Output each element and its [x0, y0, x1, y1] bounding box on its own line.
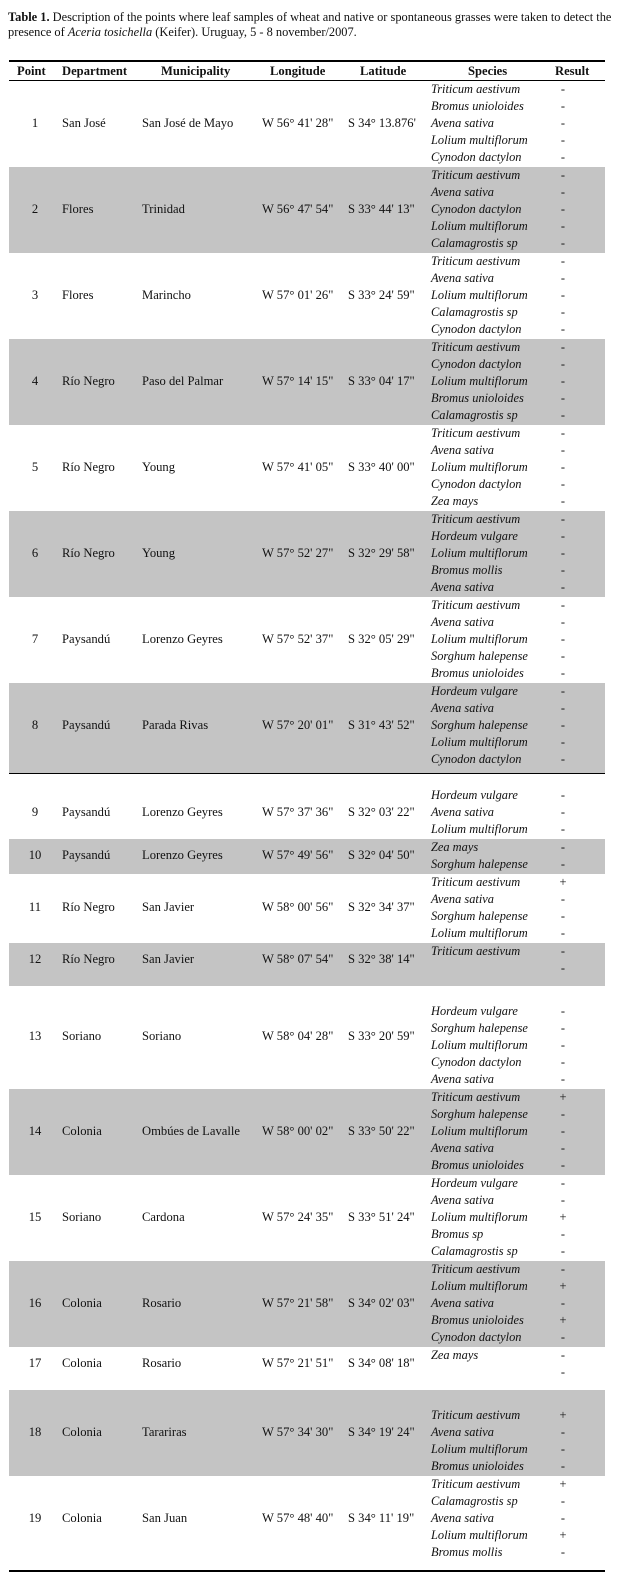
- cell-species: Triticum aestivum: [431, 512, 521, 526]
- cell-department: San José: [62, 115, 106, 130]
- cell-latitude: S 33° 04' 17": [348, 373, 415, 388]
- cell-species: Zea mays: [431, 494, 479, 508]
- cell-latitude: S 33° 44' 13": [348, 201, 415, 216]
- cell-department: Paysandú: [62, 804, 111, 819]
- cell-species: Hordeum vulgare: [431, 1176, 518, 1190]
- cell-result: -: [560, 512, 566, 526]
- cell-species: Triticum aestivum: [431, 1090, 521, 1104]
- cell-municipality: Cardona: [142, 1209, 185, 1224]
- cell-longitude: W 57° 48' 40": [262, 1510, 334, 1525]
- cell-longitude: W 57° 37' 36": [262, 804, 334, 819]
- cell-result: -: [560, 99, 566, 113]
- cell-species: Avena sativa: [431, 1511, 494, 1525]
- cell-result: +: [559, 875, 567, 889]
- cell-result: -: [560, 202, 566, 216]
- caption-text-end: (Keifer). Uruguay, 5 - 8 november/2007.: [152, 25, 357, 39]
- cell-species: Avena sativa: [431, 1141, 494, 1155]
- cell-result: -: [560, 666, 566, 680]
- cell-species: Triticum aestivum: [431, 1262, 521, 1276]
- cell-municipality: Rosario: [142, 1356, 182, 1370]
- cell-result: -: [560, 408, 566, 422]
- cell-result: -: [560, 150, 566, 164]
- cell-point: 19: [28, 1510, 42, 1525]
- cell-species: Cynodon dactylon: [431, 322, 522, 336]
- cell-result: -: [560, 857, 566, 871]
- cell-species: Lolium multiflorum: [431, 288, 528, 302]
- cell-department: Soriano: [62, 1209, 102, 1224]
- cell-point: 14: [28, 1123, 42, 1138]
- cell-species: Triticum aestivum: [431, 598, 521, 612]
- cell-species: Avena sativa: [431, 1072, 494, 1086]
- cell-result: -: [560, 1244, 566, 1258]
- cell-point: 15: [28, 1209, 42, 1224]
- cell-result: -: [560, 305, 566, 319]
- cell-result: -: [560, 340, 566, 354]
- cell-longitude: W 57° 41' 05": [262, 459, 334, 474]
- cell-species: Bromus unioloides: [431, 99, 524, 113]
- cell-longitude: W 57° 20' 01": [262, 717, 334, 732]
- cell-municipality: Soriano: [142, 1029, 182, 1043]
- cell-result: -: [560, 1021, 566, 1035]
- cell-species: Bromus unioloides: [431, 391, 524, 405]
- cell-result: -: [560, 1459, 566, 1473]
- cell-species: Hordeum vulgare: [431, 684, 518, 698]
- cell-species: Sorghum halepense: [431, 718, 528, 732]
- cell-result: -: [560, 116, 566, 130]
- cell-result: -: [560, 82, 566, 96]
- cell-species: Sorghum halepense: [431, 1107, 528, 1121]
- cell-result: -: [560, 1124, 566, 1138]
- cell-species: Bromus mollis: [431, 563, 503, 577]
- cell-point: 18: [28, 1424, 42, 1439]
- cell-species: Sorghum halepense: [431, 857, 528, 871]
- table-top-rule: [9, 60, 605, 62]
- cell-result: -: [560, 1176, 566, 1190]
- cell-species: Triticum aestivum: [431, 254, 521, 268]
- header-department: Department: [62, 64, 128, 78]
- cell-result: -: [560, 1262, 566, 1276]
- cell-point: 1: [31, 115, 39, 130]
- cell-department: Río Negro: [62, 459, 115, 474]
- cell-species: Calamagrostis sp: [431, 408, 518, 422]
- cell-species: Avena sativa: [431, 701, 494, 715]
- cell-point: 4: [31, 373, 39, 388]
- cell-species: Cynodon dactylon: [431, 752, 522, 766]
- cell-department: Paysandú: [62, 848, 111, 862]
- cell-species: Triticum aestivum: [431, 82, 521, 96]
- cell-result: -: [560, 374, 566, 388]
- cell-latitude: S 31° 43' 52": [348, 717, 415, 732]
- cell-result: -: [560, 1055, 566, 1069]
- cell-result: -: [560, 961, 566, 975]
- cell-species: Lolium multiflorum: [431, 546, 528, 560]
- cell-result: -: [560, 391, 566, 405]
- cell-species: Hordeum vulgare: [431, 788, 518, 802]
- cell-result: -: [560, 1494, 566, 1508]
- cell-result: -: [560, 1193, 566, 1207]
- cell-longitude: W 58° 00' 02": [262, 1123, 334, 1138]
- cell-municipality: Lorenzo Geyres: [142, 804, 223, 819]
- cell-longitude: W 57° 34' 30": [262, 1424, 334, 1439]
- header-species: Species: [468, 64, 508, 78]
- cell-species: Lolium multiflorum: [431, 1038, 528, 1052]
- cell-longitude: W 57° 52' 37": [262, 631, 334, 646]
- cell-species: Avena sativa: [431, 1193, 494, 1207]
- cell-department: Colonia: [62, 1510, 102, 1525]
- cell-species: Calamagrostis sp: [431, 236, 518, 250]
- cell-latitude: S 33° 40' 00": [348, 459, 415, 474]
- cell-result: -: [560, 1511, 566, 1525]
- cell-species: Lolium multiflorum: [431, 1124, 528, 1138]
- cell-species: Calamagrostis sp: [431, 1494, 518, 1508]
- cell-result: -: [560, 1365, 566, 1379]
- cell-species: Sorghum halepense: [431, 649, 528, 663]
- header-point: Point: [17, 64, 46, 78]
- cell-longitude: W 56° 47' 54": [262, 201, 334, 216]
- cell-result: -: [560, 529, 566, 543]
- cell-latitude: S 32° 29' 58": [348, 545, 415, 560]
- cell-species: Lolium multiflorum: [431, 1279, 528, 1293]
- cell-result: -: [560, 1442, 566, 1456]
- cell-species: Zea mays: [431, 840, 479, 854]
- caption-species: Aceria tosichella: [67, 25, 153, 39]
- cell-municipality: San José de Mayo: [142, 115, 234, 130]
- cell-result: +: [559, 1210, 567, 1224]
- cell-result: -: [560, 735, 566, 749]
- cell-species: Bromus unioloides: [431, 1313, 524, 1327]
- cell-point: 5: [31, 459, 39, 474]
- cell-point: 16: [28, 1295, 42, 1310]
- cell-result: -: [560, 926, 566, 940]
- cell-result: -: [560, 546, 566, 560]
- cell-result: -: [560, 649, 566, 663]
- cell-species: Lolium multiflorum: [431, 632, 528, 646]
- cell-latitude: S 33° 50' 22": [348, 1123, 415, 1138]
- cell-result: -: [560, 133, 566, 147]
- cell-longitude: W 57° 24' 35": [262, 1209, 334, 1224]
- cell-species: Triticum aestivum: [431, 426, 521, 440]
- table-caption: [8, 10, 614, 40]
- cell-species: Cynodon dactylon: [431, 1055, 522, 1069]
- cell-result: +: [559, 1313, 567, 1327]
- cell-longitude: W 57° 21' 58": [262, 1295, 334, 1310]
- cell-point: 13: [28, 1029, 42, 1043]
- cell-municipality: Parada Rivas: [142, 717, 209, 732]
- cell-result: -: [560, 1107, 566, 1121]
- cell-result: -: [560, 494, 566, 508]
- cell-department: Colonia: [62, 1123, 102, 1138]
- cell-species: Triticum aestivum: [431, 1408, 521, 1422]
- cell-species: Avena sativa: [431, 116, 494, 130]
- cell-species: Lolium multiflorum: [431, 1210, 528, 1224]
- cell-result: -: [560, 840, 566, 854]
- cell-result: -: [560, 563, 566, 577]
- caption-text: Description of the points where leaf samples of wheat and native or spontaneous grasses were taken to detect the presence of: [8, 10, 612, 39]
- cell-species: Sorghum halepense: [431, 909, 528, 923]
- cell-result: -: [560, 219, 566, 233]
- cell-result: -: [560, 1038, 566, 1052]
- cell-result: -: [560, 1296, 566, 1310]
- cell-department: Río Negro: [62, 952, 115, 966]
- cell-species: Lolium multiflorum: [431, 133, 528, 147]
- header-municipality: Municipality: [161, 64, 231, 78]
- cell-species: Sorghum halepense: [431, 1021, 528, 1035]
- cell-point: 11: [28, 900, 42, 914]
- cell-result: -: [560, 909, 566, 923]
- cell-species: Cynodon dactylon: [431, 1330, 522, 1344]
- cell-department: Paysandú: [62, 717, 111, 732]
- cell-species: Lolium multiflorum: [431, 374, 528, 388]
- cell-species: Avena sativa: [431, 271, 494, 285]
- cell-result: -: [560, 1072, 566, 1086]
- cell-result: -: [560, 701, 566, 715]
- cell-department: Río Negro: [62, 373, 115, 388]
- cell-result: -: [560, 236, 566, 250]
- cell-department: Colonia: [62, 1295, 102, 1310]
- cell-species: Lolium multiflorum: [431, 926, 528, 940]
- cell-result: -: [560, 805, 566, 819]
- caption-label: Table 1.: [8, 10, 50, 24]
- cell-municipality: Young: [142, 459, 176, 474]
- cell-municipality: San Juan: [142, 1510, 188, 1525]
- cell-result: -: [560, 718, 566, 732]
- cell-longitude: W 57° 21' 51": [262, 1356, 334, 1370]
- cell-species: Avena sativa: [431, 805, 494, 819]
- cell-result: -: [560, 752, 566, 766]
- cell-result: -: [560, 632, 566, 646]
- cell-result: -: [560, 168, 566, 182]
- cell-species: Avena sativa: [431, 443, 494, 457]
- cell-latitude: S 32° 38' 14": [348, 952, 415, 966]
- cell-latitude: S 34° 19' 24": [348, 1424, 415, 1439]
- cell-species: Lolium multiflorum: [431, 1528, 528, 1542]
- cell-result: -: [560, 892, 566, 906]
- cell-department: Río Negro: [62, 545, 115, 560]
- cell-result: -: [560, 822, 566, 836]
- cell-species: Lolium multiflorum: [431, 1442, 528, 1456]
- cell-point: 10: [28, 848, 42, 862]
- cell-municipality: Marincho: [142, 287, 191, 302]
- cell-result: -: [560, 322, 566, 336]
- cell-result: -: [560, 1425, 566, 1439]
- cell-point: 2: [31, 201, 39, 216]
- cell-longitude: W 58° 07' 54": [262, 952, 334, 966]
- cell-result: -: [560, 788, 566, 802]
- cell-department: Río Negro: [62, 900, 115, 914]
- cell-latitude: S 32° 03' 22": [348, 804, 415, 819]
- cell-result: -: [560, 477, 566, 491]
- cell-species: Bromus unioloides: [431, 1459, 524, 1473]
- cell-result: -: [560, 288, 566, 302]
- cell-result: -: [560, 185, 566, 199]
- cell-latitude: S 33° 20' 59": [348, 1029, 415, 1043]
- cell-department: Soriano: [62, 1029, 102, 1043]
- cell-result: -: [560, 271, 566, 285]
- cell-species: Triticum aestivum: [431, 875, 521, 889]
- cell-species: Triticum aestivum: [431, 944, 521, 958]
- cell-species: Bromus unioloides: [431, 666, 524, 680]
- cell-result: -: [560, 598, 566, 612]
- cell-species: Calamagrostis sp: [431, 305, 518, 319]
- cell-result: -: [560, 1348, 566, 1362]
- cell-latitude: S 34° 08' 18": [348, 1356, 415, 1370]
- cell-species: Hordeum vulgare: [431, 1004, 518, 1018]
- cell-species: Triticum aestivum: [431, 168, 521, 182]
- cell-latitude: S 32° 04' 50": [348, 848, 415, 862]
- header-latitude: Latitude: [360, 64, 407, 78]
- cell-result: -: [560, 357, 566, 371]
- cell-species: Cynodon dactylon: [431, 202, 522, 216]
- cell-result: -: [560, 580, 566, 594]
- cell-department: Colonia: [62, 1356, 102, 1370]
- cell-result: -: [560, 1545, 566, 1559]
- cell-result: -: [560, 1141, 566, 1155]
- cell-department: Colonia: [62, 1424, 102, 1439]
- cell-species: Triticum aestivum: [431, 340, 521, 354]
- cell-municipality: Young: [142, 545, 176, 560]
- cell-species: Avena sativa: [431, 580, 494, 594]
- cell-species: Lolium multiflorum: [431, 460, 528, 474]
- cell-result: -: [560, 1227, 566, 1241]
- cell-result: +: [559, 1408, 567, 1422]
- cell-result: +: [559, 1477, 567, 1491]
- cell-point: 7: [31, 631, 39, 646]
- cell-latitude: S 33° 51' 24": [348, 1209, 415, 1224]
- cell-latitude: S 34° 11' 19": [348, 1510, 415, 1525]
- cell-municipality: Paso del Palmar: [142, 373, 224, 388]
- cell-latitude: S 34° 13.876': [348, 115, 416, 130]
- cell-result: -: [560, 254, 566, 268]
- header-rule: [9, 80, 605, 81]
- cell-longitude: W 57° 49' 56": [262, 848, 334, 862]
- cell-result: -: [560, 684, 566, 698]
- cell-department: Paysandú: [62, 631, 111, 646]
- cell-municipality: Lorenzo Geyres: [142, 631, 223, 646]
- cell-municipality: Tarariras: [142, 1424, 187, 1439]
- cell-result: -: [560, 1330, 566, 1344]
- cell-municipality: San Javier: [142, 900, 195, 914]
- cell-result: -: [560, 1004, 566, 1018]
- cell-municipality: Trinidad: [142, 201, 185, 216]
- cell-species: Avena sativa: [431, 1296, 494, 1310]
- header-longitude: Longitude: [270, 64, 326, 78]
- cell-longitude: W 57° 14' 15": [262, 373, 334, 388]
- cell-species: Zea mays: [431, 1348, 479, 1362]
- cell-species: Avena sativa: [431, 185, 494, 199]
- cell-point: 9: [31, 804, 39, 819]
- cell-species: Lolium multiflorum: [431, 219, 528, 233]
- cell-latitude: S 33° 24' 59": [348, 287, 415, 302]
- header-result: Result: [555, 64, 590, 78]
- cell-point: 17: [28, 1356, 42, 1370]
- cell-species: Cynodon dactylon: [431, 357, 522, 371]
- cell-department: Flores: [62, 201, 94, 216]
- cell-species: Cynodon dactylon: [431, 150, 522, 164]
- cell-result: -: [560, 944, 566, 958]
- cell-department: Flores: [62, 287, 94, 302]
- cell-longitude: W 56° 41' 28": [262, 115, 334, 130]
- cell-species: Lolium multiflorum: [431, 822, 528, 836]
- cell-municipality: Rosario: [142, 1295, 182, 1310]
- cell-species: Lolium multiflorum: [431, 735, 528, 749]
- cell-species: Bromus mollis: [431, 1545, 503, 1559]
- cell-latitude: S 34° 02' 03": [348, 1295, 415, 1310]
- cell-species: Cynodon dactylon: [431, 477, 522, 491]
- cell-municipality: San Javier: [142, 952, 195, 966]
- cell-species: Avena sativa: [431, 615, 494, 629]
- cell-species: Bromus unioloides: [431, 1158, 524, 1172]
- cell-longitude: W 57° 01' 26": [262, 287, 334, 302]
- cell-longitude: W 57° 52' 27": [262, 545, 334, 560]
- cell-result: -: [560, 615, 566, 629]
- cell-result: -: [560, 426, 566, 440]
- cell-result: +: [559, 1279, 567, 1293]
- cell-point: 8: [31, 717, 39, 732]
- cell-latitude: S 32° 05' 29": [348, 631, 415, 646]
- cell-latitude: S 32° 34' 37": [348, 900, 415, 914]
- cell-species: Triticum aestivum: [431, 1477, 521, 1491]
- cell-result: -: [560, 460, 566, 474]
- cell-species: Avena sativa: [431, 892, 494, 906]
- cell-municipality: Lorenzo Geyres: [142, 848, 223, 862]
- cell-point: 6: [31, 545, 39, 560]
- cell-result: -: [560, 1158, 566, 1172]
- cell-longitude: W 58° 04' 28": [262, 1029, 334, 1043]
- cell-point: 12: [28, 952, 42, 966]
- cell-result: +: [559, 1528, 567, 1542]
- cell-species: Calamagrostis sp: [431, 1244, 518, 1258]
- cell-species: Avena sativa: [431, 1425, 494, 1439]
- cell-municipality: Ombúes de Lavalle: [142, 1123, 240, 1138]
- section-rule: [9, 773, 605, 774]
- cell-point: 3: [31, 287, 39, 302]
- cell-species: Bromus sp: [431, 1227, 484, 1241]
- cell-result: +: [559, 1090, 567, 1104]
- cell-longitude: W 58° 00' 56": [262, 900, 334, 914]
- cell-species: Hordeum vulgare: [431, 529, 518, 543]
- cell-result: -: [560, 443, 566, 457]
